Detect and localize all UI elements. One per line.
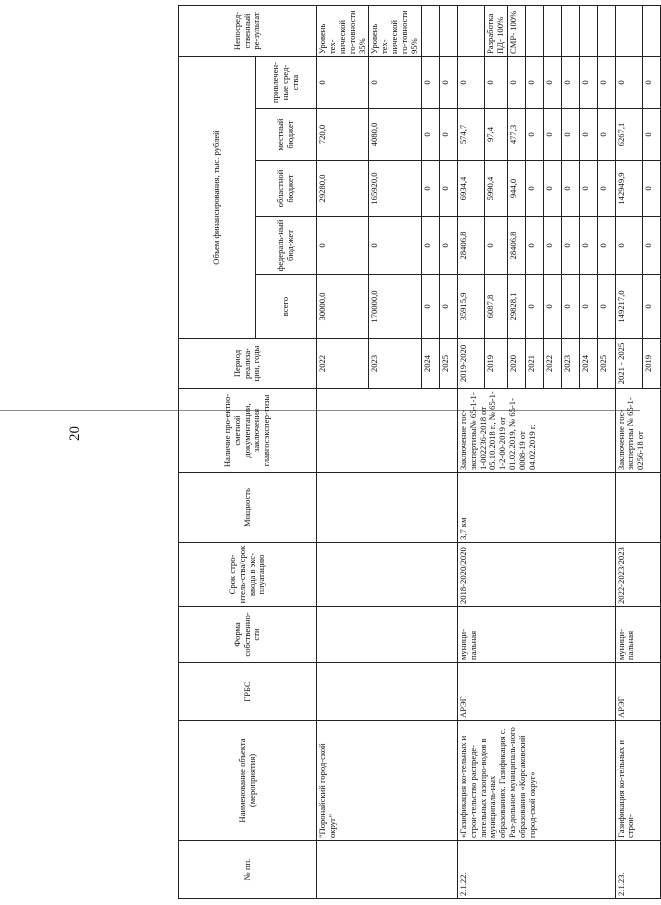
cell-local: 574,7 <box>457 109 484 161</box>
cell-num <box>317 841 458 899</box>
header-docs: Наличие про-ектно-сметной документации, заключения главгосэкспер-тизы <box>179 389 317 473</box>
cell-total: 170000,0 <box>369 275 421 339</box>
cell-federal: 0 <box>317 217 369 275</box>
cell-name: "Поронайский город-ской округ" <box>317 721 458 841</box>
header-total: всего <box>256 275 317 339</box>
cell-period: 2022 <box>317 339 369 389</box>
cell-capacity <box>615 473 660 543</box>
cell-regional: 944,0 <box>507 161 525 217</box>
cell-num: 2.1.23. <box>615 841 660 899</box>
cell-period: 2019 <box>484 339 507 389</box>
cell-attracted: 0 <box>369 56 421 108</box>
cell-period: 2021 <box>525 339 543 389</box>
cell-total: 0 <box>579 275 597 339</box>
cell-ownership: муници-пальная <box>457 607 615 663</box>
cell-result <box>439 5 457 56</box>
cell-federal: 0 <box>525 217 543 275</box>
cell-attracted: 0 <box>561 56 579 108</box>
cell-period: 2020 <box>507 339 525 389</box>
cell-result: Разработка ПД- 100% <box>484 5 507 56</box>
cell-local: 0 <box>579 109 597 161</box>
cell-attracted: 0 <box>484 56 507 108</box>
cell-result <box>615 5 642 56</box>
header-regional: областной бюджет <box>256 161 317 217</box>
cell-docs: Заключение гос-экспертизы№ 65-1-1-1-002236-2018 от 05.10.2018 г., № 65-1-1-2-00-2019 от 01.02.2019, № 65-1-0008-19 от 04.02.2019 г. <box>457 389 615 473</box>
header-grbs: ГРБС <box>179 663 317 721</box>
cell-attracted: 0 <box>579 56 597 108</box>
cell-result <box>642 5 660 56</box>
cell-docs: Заключение гос-экспертизы № 65-1-0256-18 от <box>615 389 660 473</box>
header-local: местный бюджет <box>256 109 317 161</box>
cell-local: 4080,0 <box>369 109 421 161</box>
cell-capacity <box>317 473 458 543</box>
cell-result: Уровень тех-нической го-товности 35% <box>317 5 369 56</box>
cell-regional: 0 <box>439 161 457 217</box>
table-row <box>457 5 484 898</box>
cell-total: 0 <box>597 275 615 339</box>
cell-term <box>317 543 458 607</box>
cell-result <box>579 5 597 56</box>
cell-total: 0 <box>525 275 543 339</box>
cell-result <box>597 5 615 56</box>
cell-period: 2025 <box>597 339 615 389</box>
cell-period: 2022 <box>543 339 561 389</box>
cell-total: 149217,0 <box>615 275 642 339</box>
cell-regional: 29280,0 <box>317 161 369 217</box>
cell-period: 2019-2020 <box>457 339 484 389</box>
cell-federal: 0 <box>579 217 597 275</box>
cell-period: 2021 - 2025 <box>615 339 642 389</box>
cell-grbs <box>317 663 458 721</box>
cell-local: 720,0 <box>317 109 369 161</box>
cell-period: 2023 <box>369 339 421 389</box>
cell-local: 0 <box>439 109 457 161</box>
cell-federal: 0 <box>369 217 421 275</box>
cell-total: 0 <box>543 275 561 339</box>
cell-attracted: 0 <box>421 56 439 108</box>
header-attracted: привлечен-ные сред-ства <box>256 56 317 108</box>
cell-attracted: 0 <box>597 56 615 108</box>
cell-total: 0 <box>421 275 439 339</box>
cell-period: 2024 <box>421 339 439 389</box>
cell-local: 0 <box>561 109 579 161</box>
cell-period: 2025 <box>439 339 457 389</box>
cell-attracted: 0 <box>457 56 484 108</box>
cell-local: 0 <box>543 109 561 161</box>
cell-result <box>457 5 484 56</box>
cell-name: «Газификация ко-тельных и строи-тельство распреде-лительных газопро-водов в муниципаль-ных образованиях. Газификация с. Раз-дольное муниципаль-ного образования «Корсаковский город-ской округ» <box>457 721 615 841</box>
rotated-sheet <box>178 0 653 905</box>
cell-grbs: АРЭГ <box>457 663 615 721</box>
cell-federal: 0 <box>642 217 660 275</box>
header-name: Наименование объекта (мероприятия) <box>179 721 317 841</box>
header-ownership: Форма собственно-сти <box>179 607 317 663</box>
header-num: № пп. <box>179 841 317 899</box>
cell-result <box>543 5 561 56</box>
cell-ownership: муници-пальная <box>615 607 660 663</box>
cell-federal: 28406,8 <box>457 217 484 275</box>
cell-period: 2024 <box>579 339 597 389</box>
financing-table <box>178 5 661 899</box>
cell-docs <box>317 389 458 473</box>
cell-federal: 0 <box>615 217 642 275</box>
cell-result <box>421 5 439 56</box>
cell-regional: 6934,4 <box>457 161 484 217</box>
cell-total: 0 <box>642 275 660 339</box>
cell-regional: 0 <box>642 161 660 217</box>
cell-local: 0 <box>525 109 543 161</box>
table-body <box>317 5 661 898</box>
cell-regional: 0 <box>421 161 439 217</box>
cell-local: 0 <box>642 109 660 161</box>
cell-federal: 0 <box>543 217 561 275</box>
cell-capacity: 3,7 км <box>457 473 615 543</box>
cell-federal: 28406,8 <box>507 217 525 275</box>
header-result: Непосред-ственный ре-зультат <box>179 5 317 56</box>
cell-federal: 0 <box>597 217 615 275</box>
table-row <box>615 5 642 898</box>
table-row <box>317 5 369 898</box>
cell-regional: 0 <box>597 161 615 217</box>
cell-attracted: 0 <box>615 56 642 108</box>
cell-grbs: АРЭГ <box>615 663 660 721</box>
cell-total: 29828,1 <box>507 275 525 339</box>
cell-regional: 0 <box>579 161 597 217</box>
cell-result <box>561 5 579 56</box>
cell-result: Уровень тех-нической го-товности 95% <box>369 5 421 56</box>
cell-regional: 0 <box>525 161 543 217</box>
cell-local: 6267,1 <box>615 109 642 161</box>
cell-attracted: 0 <box>317 56 369 108</box>
header-financing: Объем финансирования, тыс. рублей <box>179 56 256 338</box>
cell-regional: 165920,0 <box>369 161 421 217</box>
header-period: Период реализа-ции, годы <box>179 339 317 389</box>
cell-federal: 0 <box>561 217 579 275</box>
cell-attracted: 0 <box>642 56 660 108</box>
cell-period: 2023 <box>561 339 579 389</box>
header-capacity: Мощность <box>179 473 317 543</box>
cell-attracted: 0 <box>507 56 525 108</box>
cell-local: 0 <box>597 109 615 161</box>
cell-name: Газификация ко-тельных и строи- <box>615 721 660 841</box>
cell-term: 2018-2020/2020 <box>457 543 615 607</box>
cell-regional: 0 <box>543 161 561 217</box>
header-federal: федераль-ный бюд-жет <box>256 217 317 275</box>
cell-local: 477,3 <box>507 109 525 161</box>
cell-local: 97,4 <box>484 109 507 161</box>
cell-federal: 0 <box>421 217 439 275</box>
cell-regional: 142949,9 <box>615 161 642 217</box>
cell-total: 30000,0 <box>317 275 369 339</box>
cell-attracted: 0 <box>439 56 457 108</box>
cell-local: 0 <box>421 109 439 161</box>
cell-num: 2.1.22. <box>457 841 615 899</box>
cell-term: 2022-2023/2023 <box>615 543 660 607</box>
cell-attracted: 0 <box>543 56 561 108</box>
cell-federal: 0 <box>484 217 507 275</box>
cell-result: СМР- 100% <box>507 5 525 56</box>
cell-period: 2019 <box>642 339 660 389</box>
cell-total: 0 <box>561 275 579 339</box>
cell-regional: 0 <box>561 161 579 217</box>
cell-total: 6087,8 <box>484 275 507 339</box>
cell-attracted: 0 <box>525 56 543 108</box>
cell-total: 0 <box>439 275 457 339</box>
cell-total: 35915,9 <box>457 275 484 339</box>
cell-ownership <box>317 607 458 663</box>
page-number: 20 <box>67 426 83 441</box>
header-term: Срок стро-итель-ства/срок ввода в экс-плуатацию <box>179 543 317 607</box>
cell-federal: 0 <box>439 217 457 275</box>
cell-result <box>525 5 543 56</box>
cell-regional: 5990,4 <box>484 161 507 217</box>
